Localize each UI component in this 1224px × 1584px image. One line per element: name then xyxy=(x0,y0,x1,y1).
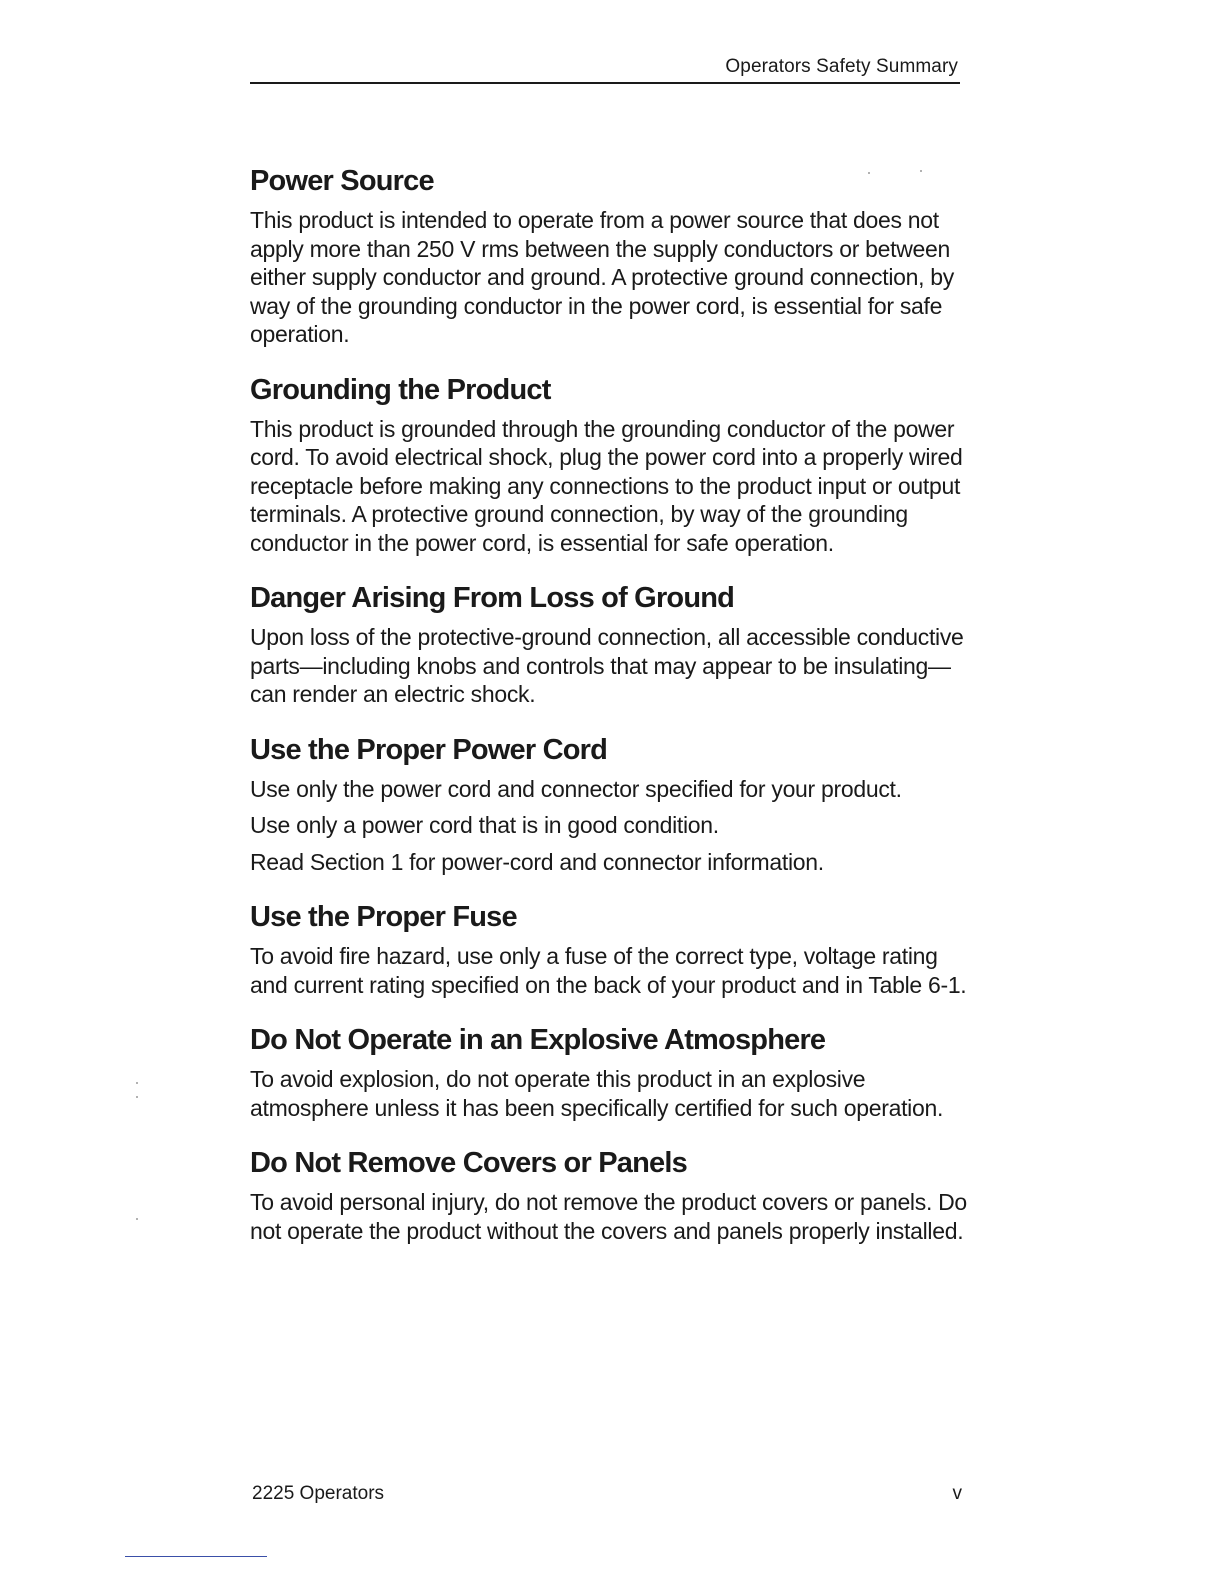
scan-speck xyxy=(920,170,922,172)
section-heading: Danger Arising From Loss of Ground xyxy=(250,582,735,614)
section-heading: Use the Proper Fuse xyxy=(250,901,517,933)
section-covers-or-panels xyxy=(250,1144,970,1245)
section-heading: Do Not Remove Covers or Panels xyxy=(250,1147,687,1179)
section-heading: Power Source xyxy=(250,165,434,197)
scan-speck xyxy=(136,1218,138,1220)
section-paragraph: To avoid personal injury, do not remove the product covers or panels. Do not operate the product without the covers and panels properly installed. xyxy=(250,1189,967,1244)
scan-artifact-line xyxy=(125,1556,267,1557)
page-content xyxy=(250,162,970,1267)
scan-speck xyxy=(136,1082,138,1084)
section-power-source xyxy=(250,162,970,349)
section-paragraph: To avoid fire hazard, use only a fuse of the correct type, voltage rating and current rating specified on the back of your product and in Table 6-1. xyxy=(250,943,967,998)
section-paragraph: To avoid explosion, do not operate this product in an explosive atmosphere unless it has been specifically certified for such operation. xyxy=(250,1066,944,1121)
section-paragraph: This product is intended to operate from a power source that does not apply more than 250 V rms between the supply conductors or between either supply conductor and ground. A protective ground connection, by way of the grounding conductor in the power cord, is essential for safe operation. xyxy=(250,207,954,347)
scan-speck xyxy=(136,1096,138,1098)
section-paragraph: This product is grounded through the grounding conductor of the power cord. To avoid electrical shock, plug the power cord into a properly wired receptacle before making any connections to the product input or output terminals. A protective ground connection, by way of the grounding conductor in the power cord, is essential for safe operation. xyxy=(250,415,963,556)
section-proper-power-cord xyxy=(250,731,970,877)
page-header xyxy=(250,54,960,84)
section-heading: Grounding the Product xyxy=(250,373,551,406)
scan-speck xyxy=(868,172,870,174)
header-title: Operators Safety Summary xyxy=(725,56,958,77)
section-loss-of-ground xyxy=(250,579,970,709)
section-paragraph: Use only the power cord and connector specified for your product. xyxy=(250,775,902,802)
footer-manual-title: 2225 Operators xyxy=(252,1483,385,1504)
section-heading: Do Not Operate in an Explosive Atmosphere xyxy=(250,1024,826,1056)
page-number: v xyxy=(952,1483,962,1504)
section-grounding-the-product xyxy=(250,371,970,558)
section-proper-fuse xyxy=(250,898,970,999)
section-heading: Use the Proper Power Cord xyxy=(250,733,608,766)
section-explosive-atmosphere xyxy=(250,1021,970,1122)
section-paragraph: Read Section 1 for power-cord and connector information. xyxy=(250,848,824,875)
section-paragraph: Use only a power cord that is in good condition. xyxy=(250,812,719,838)
section-paragraph: Upon loss of the protective-ground connection, all accessible conductive parts—including knobs and controls that may appear to be insulating—can render an electric shock. xyxy=(250,624,964,707)
